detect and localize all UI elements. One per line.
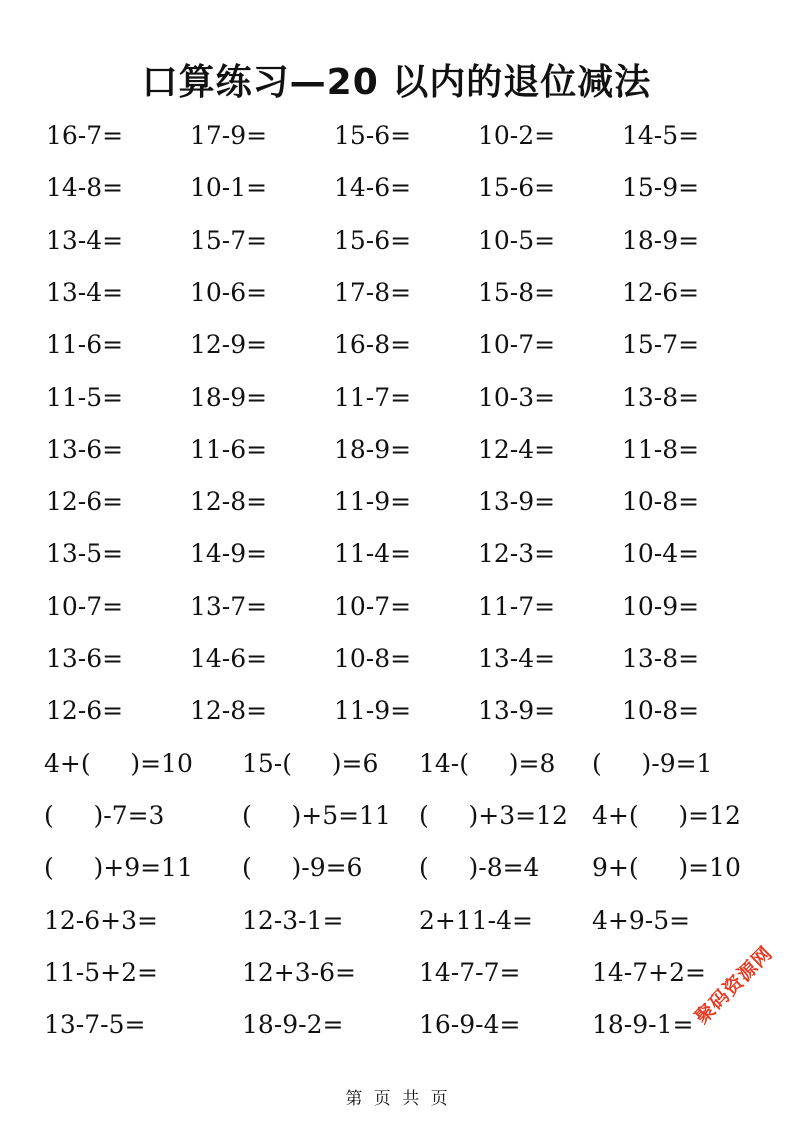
problem: 14-8=: [46, 173, 124, 203]
problem: 13-4=: [46, 225, 124, 255]
problem: 9+( )=10: [592, 853, 741, 883]
problem: 10-4=: [622, 539, 700, 569]
problem: 15-6=: [334, 121, 412, 150]
simple-row: [0, 325, 793, 365]
simple-row: [0, 587, 793, 627]
problem: 10-7=: [46, 591, 124, 621]
blank-row: [0, 744, 793, 784]
problem: 18-9-1=: [592, 1010, 694, 1040]
problem: 4+9-5=: [592, 905, 691, 935]
problem: 12-8=: [190, 487, 268, 517]
problem: 15-8=: [478, 277, 556, 307]
simple-row: [0, 168, 793, 208]
problem: 11-4=: [334, 539, 412, 569]
problem: 11-5+2=: [44, 957, 158, 987]
simple-row: [0, 273, 793, 313]
problem: 18-9=: [334, 434, 412, 464]
problem: 4+( )=12: [592, 800, 741, 830]
problem: 17-9=: [190, 121, 268, 150]
simple-row: [0, 534, 793, 574]
problem: 11-8=: [622, 434, 700, 464]
problem: 18-9-2=: [242, 1010, 344, 1040]
mixed-row: [0, 1005, 793, 1045]
mixed-row: [0, 953, 793, 993]
problem: 13-4=: [478, 644, 556, 673]
problem: 10-7=: [334, 591, 412, 621]
problem: 12-3-1=: [242, 905, 344, 935]
problem: 11-7=: [334, 382, 412, 412]
mixed-row: [0, 901, 793, 941]
problem: 4+( )=10: [44, 748, 193, 778]
problem: 12-9=: [190, 330, 268, 360]
problem: 17-8=: [334, 277, 412, 307]
problem: 10-1=: [190, 173, 268, 203]
problem: 14-9=: [190, 539, 268, 569]
problem: 10-3=: [478, 382, 556, 412]
simple-row: [0, 482, 793, 522]
problem: 15-7=: [190, 225, 268, 255]
page-footer: 第 页 共 页: [345, 1089, 448, 1109]
problem: 10-8=: [622, 696, 700, 726]
page-title: 口算练习—20 以内的退位减法: [141, 62, 652, 103]
problem: 12+3-6=: [242, 957, 356, 987]
problem: 12-3=: [478, 539, 556, 569]
problem: 15-6=: [334, 225, 412, 255]
problem: 13-9=: [478, 487, 556, 517]
problem: 10-8=: [334, 644, 412, 673]
problem: 12-6=: [46, 696, 124, 726]
simple-row: [0, 116, 793, 156]
problem: 12-8=: [190, 696, 268, 726]
problem: 10-6=: [190, 277, 268, 307]
problem: 11-7=: [478, 591, 556, 621]
problem: 13-9=: [478, 696, 556, 726]
problem: 14-6=: [334, 173, 412, 203]
problem: 18-9=: [190, 382, 268, 412]
problem: 14-5=: [622, 121, 700, 150]
problem: 15-7=: [622, 330, 700, 360]
problem: ( )-9=1: [592, 748, 713, 778]
blank-row: [0, 848, 793, 888]
problem: 11-5=: [46, 382, 124, 412]
problem: 14-7-7=: [419, 957, 521, 987]
problem: 13-8=: [622, 644, 700, 673]
problem: ( )-9=6: [242, 853, 363, 883]
problem: ( )+9=11: [44, 853, 193, 883]
problem: 10-9=: [622, 591, 700, 621]
problem: 15-( )=6: [242, 748, 379, 778]
problem: 13-5=: [46, 539, 124, 569]
simple-row: [0, 639, 793, 679]
problem: 10-7=: [478, 330, 556, 360]
simple-row: [0, 430, 793, 470]
simple-row: [0, 221, 793, 261]
problem: 14-6=: [190, 644, 268, 673]
problem: 10-8=: [622, 487, 700, 517]
blank-row: [0, 796, 793, 836]
problem: 10-2=: [478, 121, 556, 150]
problem: 16-8=: [334, 330, 412, 360]
problem: 11-6=: [190, 434, 268, 464]
problem: 2+11-4=: [419, 905, 533, 935]
problem: ( )-7=3: [44, 800, 165, 830]
problem: ( )+5=11: [242, 800, 391, 830]
problem: 13-8=: [622, 382, 700, 412]
problem: ( )+3=12: [419, 800, 568, 830]
problem: 16-7=: [46, 121, 124, 150]
problem: 11-6=: [46, 330, 124, 360]
problem: 15-9=: [622, 173, 700, 203]
problem: 12-6=: [622, 277, 700, 307]
problem: 13-6=: [46, 434, 124, 464]
problem: 12-4=: [478, 434, 556, 464]
simple-row: [0, 691, 793, 731]
problem: 13-7=: [190, 591, 268, 621]
problem: 12-6+3=: [44, 905, 158, 935]
problem: 10-5=: [478, 225, 556, 255]
problem: 14-7+2=: [592, 957, 706, 987]
problem: 11-9=: [334, 487, 412, 517]
problem: 15-6=: [478, 173, 556, 203]
problem: ( )-8=4: [419, 853, 540, 883]
problem: 12-6=: [46, 487, 124, 517]
problem: 13-7-5=: [44, 1010, 146, 1040]
problem: 16-9-4=: [419, 1010, 521, 1040]
problem: 13-4=: [46, 277, 124, 307]
problem: 13-6=: [46, 644, 124, 673]
problem: 14-( )=8: [419, 748, 556, 778]
problem: 18-9=: [622, 225, 700, 255]
watermark: 聚码资源网: [690, 942, 778, 1029]
problem: 11-9=: [334, 696, 412, 726]
simple-row: [0, 378, 793, 418]
